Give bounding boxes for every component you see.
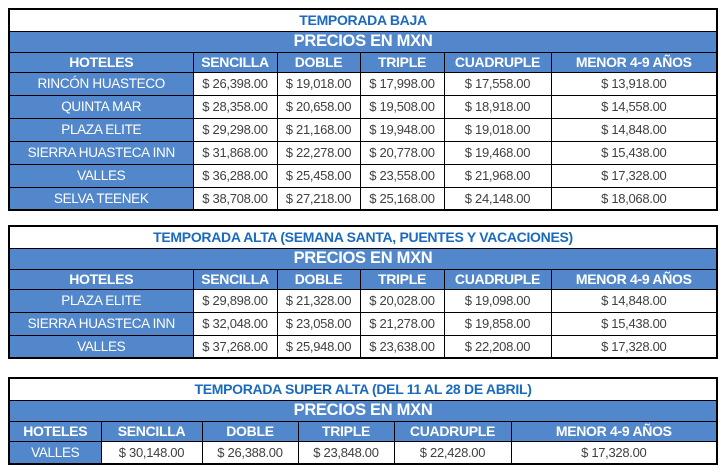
table-row (9, 187, 717, 210)
price-cell: $ 17,328.00 (551, 164, 717, 187)
column-header-row (9, 269, 717, 289)
table-row (9, 289, 717, 312)
table-title: TEMPORADA BAJA (9, 9, 717, 31)
price-cell: $ 17,328.00 (511, 441, 717, 464)
price-cell: $ 32,048.00 (193, 312, 277, 335)
column-header-row (9, 52, 717, 72)
price-cell: $ 19,858.00 (444, 312, 551, 335)
price-cell: $ 25,168.00 (360, 187, 444, 210)
price-cell: $ 37,268.00 (193, 335, 277, 358)
price-cell: $ 22,278.00 (277, 141, 360, 164)
column-header-menor-4-9-anos: MENOR 4-9 AÑOS (551, 269, 717, 289)
hotel-name-cell: QUINTA MAR (9, 95, 193, 118)
table-row (9, 441, 717, 464)
price-cell: $ 14,558.00 (551, 95, 717, 118)
price-cell: $ 25,948.00 (277, 335, 360, 358)
title-row (9, 9, 717, 31)
price-cell: $ 19,508.00 (360, 95, 444, 118)
price-cell: $ 17,998.00 (360, 72, 444, 95)
column-header-menor-4-9-anos: MENOR 4-9 AÑOS (551, 52, 717, 72)
price-cell: $ 19,468.00 (444, 141, 551, 164)
column-header-cuadruple: CUADRUPLE (444, 52, 551, 72)
column-header-sencilla: SENCILLA (101, 421, 202, 441)
column-header-doble: DOBLE (277, 52, 360, 72)
price-cell: $ 31,868.00 (193, 141, 277, 164)
price-cell: $ 21,278.00 (360, 312, 444, 335)
price-cell: $ 17,558.00 (444, 72, 551, 95)
table-title: TEMPORADA SUPER ALTA (DEL 11 AL 28 DE ABRIL) (9, 378, 717, 400)
column-header-doble: DOBLE (277, 269, 360, 289)
hotel-name-cell: RINCÓN HUASTECO (9, 72, 193, 95)
column-header-hoteles: HOTELES (9, 421, 101, 441)
table-row (9, 164, 717, 187)
price-cell: $ 21,168.00 (277, 118, 360, 141)
hotel-name-cell: SIERRA HUASTECA INN (9, 312, 193, 335)
column-header-sencilla: SENCILLA (193, 269, 277, 289)
column-header-triple: TRIPLE (360, 52, 444, 72)
price-cell: $ 24,148.00 (444, 187, 551, 210)
price-cell: $ 21,328.00 (277, 289, 360, 312)
price-cell: $ 25,458.00 (277, 164, 360, 187)
price-cell: $ 18,918.00 (444, 95, 551, 118)
price-cell: $ 30,148.00 (101, 441, 202, 464)
subtitle-row (9, 31, 717, 52)
column-header-sencilla: SENCILLA (193, 52, 277, 72)
hotel-name-cell: VALLES (9, 335, 193, 358)
price-cell: $ 15,438.00 (551, 141, 717, 164)
price-cell: $ 22,208.00 (444, 335, 551, 358)
subtitle-row (9, 248, 717, 269)
table-row (9, 118, 717, 141)
table-row (9, 335, 717, 358)
price-cell: $ 13,918.00 (551, 72, 717, 95)
price-cell: $ 20,028.00 (360, 289, 444, 312)
column-header-hoteles: HOTELES (9, 269, 193, 289)
hotel-name-cell: SELVA TEENEK (9, 187, 193, 210)
table-subtitle: PRECIOS EN MXN (9, 31, 717, 52)
price-cell: $ 29,298.00 (193, 118, 277, 141)
price-cell: $ 19,018.00 (277, 72, 360, 95)
column-header-cuadruple: CUADRUPLE (394, 421, 511, 441)
table-row (9, 72, 717, 95)
table-row (9, 141, 717, 164)
hotel-name-cell: VALLES (9, 164, 193, 187)
price-cell: $ 23,058.00 (277, 312, 360, 335)
subtitle-row (9, 400, 717, 421)
column-header-triple: TRIPLE (298, 421, 394, 441)
temporada-super-alta-table (8, 377, 718, 465)
hotel-name-cell: PLAZA ELITE (9, 118, 193, 141)
temporada-alta-table (8, 225, 718, 359)
price-cell: $ 17,328.00 (551, 335, 717, 358)
column-header-menor-4-9-anos: MENOR 4-9 AÑOS (511, 421, 717, 441)
title-row (9, 378, 717, 400)
hotel-name-cell: SIERRA HUASTECA INN (9, 141, 193, 164)
price-cell: $ 36,288.00 (193, 164, 277, 187)
price-cell: $ 26,398.00 (193, 72, 277, 95)
price-cell: $ 20,778.00 (360, 141, 444, 164)
price-cell: $ 18,068.00 (551, 187, 717, 210)
price-cell: $ 23,848.00 (298, 441, 394, 464)
table-row (9, 312, 717, 335)
column-header-doble: DOBLE (202, 421, 298, 441)
price-cell: $ 27,218.00 (277, 187, 360, 210)
price-cell: $ 22,428.00 (394, 441, 511, 464)
price-cell: $ 21,968.00 (444, 164, 551, 187)
price-cell: $ 38,708.00 (193, 187, 277, 210)
title-row (9, 226, 717, 248)
price-cell: $ 23,558.00 (360, 164, 444, 187)
price-cell: $ 20,658.00 (277, 95, 360, 118)
price-cell: $ 19,948.00 (360, 118, 444, 141)
column-header-row (9, 421, 717, 441)
table-row (9, 95, 717, 118)
temporada-baja-table (8, 8, 718, 211)
price-cell: $ 19,018.00 (444, 118, 551, 141)
price-cell: $ 28,358.00 (193, 95, 277, 118)
column-header-cuadruple: CUADRUPLE (444, 269, 551, 289)
table-title: TEMPORADA ALTA (SEMANA SANTA, PUENTES Y VACACIONES) (9, 226, 717, 248)
price-cell: $ 26,388.00 (202, 441, 298, 464)
price-cell: $ 15,438.00 (551, 312, 717, 335)
price-cell: $ 19,098.00 (444, 289, 551, 312)
table-subtitle: PRECIOS EN MXN (9, 400, 717, 421)
column-header-hoteles: HOTELES (9, 52, 193, 72)
price-cell: $ 29,898.00 (193, 289, 277, 312)
hotel-name-cell: VALLES (9, 441, 101, 464)
column-header-triple: TRIPLE (360, 269, 444, 289)
price-cell: $ 14,848.00 (551, 118, 717, 141)
price-cell: $ 23,638.00 (360, 335, 444, 358)
hotel-name-cell: PLAZA ELITE (9, 289, 193, 312)
price-cell: $ 14,848.00 (551, 289, 717, 312)
table-subtitle: PRECIOS EN MXN (9, 248, 717, 269)
